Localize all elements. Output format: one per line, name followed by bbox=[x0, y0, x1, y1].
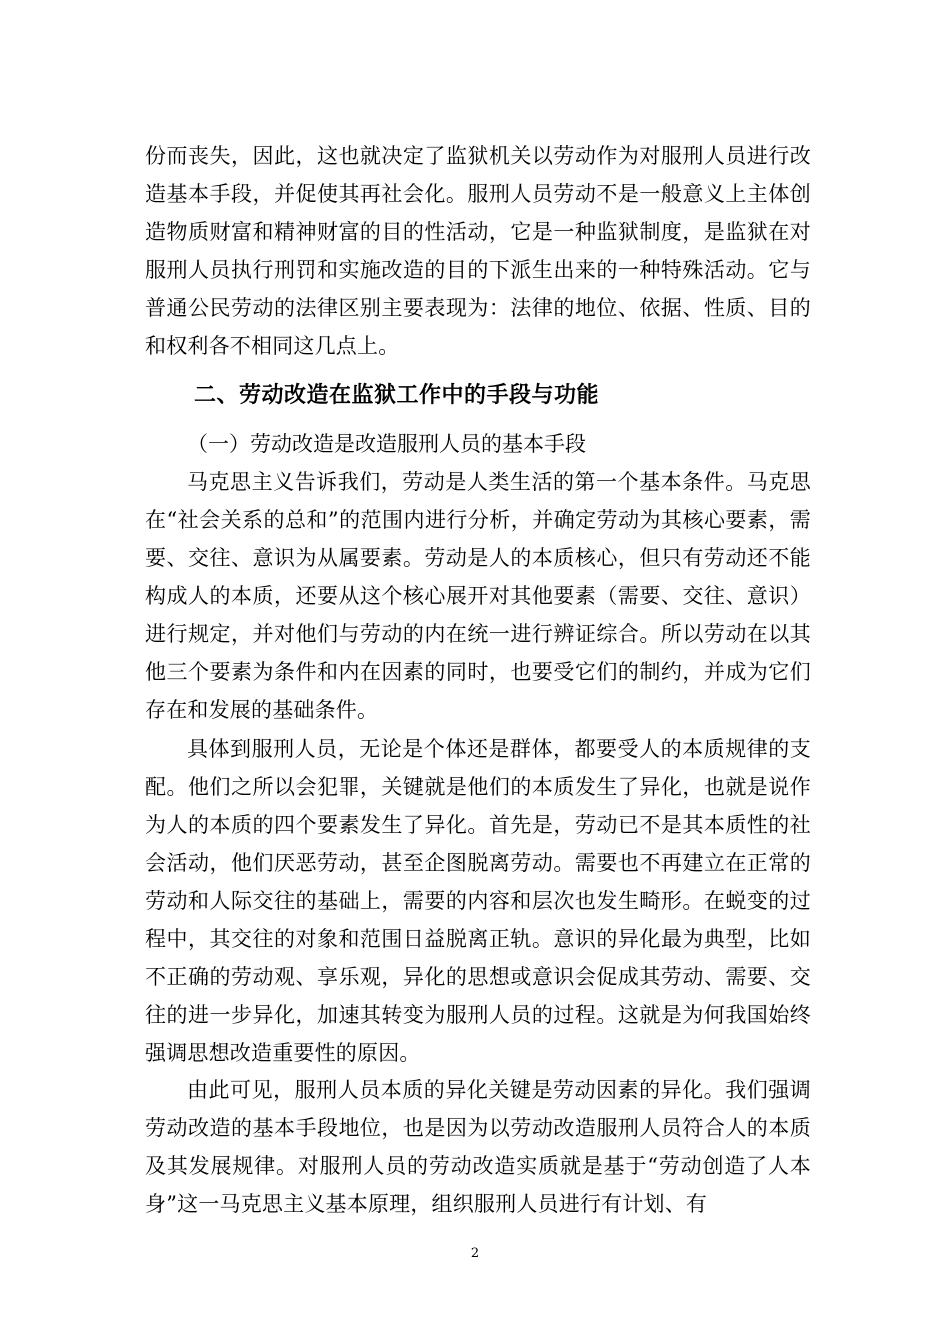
body-paragraph bbox=[145, 1071, 811, 1223]
body-paragraph bbox=[145, 137, 811, 365]
body-paragraph bbox=[145, 730, 811, 1072]
body-paragraph bbox=[145, 463, 811, 729]
paragraph-text: 由此可见，服刑人员本质的异化关键是劳动因素的异化。我们强调劳动改造的基本手段地位，也是因为以劳动改造服刑人员符合人的本质及其发展规律。对服刑人员的劳动改造实质就是基于“劳动创造了人本身”这一马克思主义基本原理，组织服刑人员进行有计划、有 bbox=[145, 1078, 811, 1216]
paragraph-text: 份而丧失，因此，这也就决定了监狱机关以劳动作为对服刑人员进行改造基本手段，并促使其再社会化。服刑人员劳动不是一般意义上主体创造物质财富和精神财富的目的性活动，它是一种监狱制度，是监狱在对服刑人员执行刑罚和实施改造的目的下派生出来的一种特殊活动。它与普通公民劳动的法律区别主要表现为：法律的地位、依据、性质、目的和权利各不相同这几点上。 bbox=[145, 144, 811, 358]
subsection-heading: （一）劳动改造是改造服刑人员的基本手段 bbox=[187, 432, 586, 456]
section-heading: 二、劳动改造在监狱工作中的手段与功能 bbox=[194, 383, 600, 408]
paragraph-text: 马克思主义告诉我们，劳动是人类生活的第一个基本条件。马克思在“社会关系的总和”的范围内进行分析，并确定劳动为其核心要素，需要、交往、意识为从属要素。劳动是人的本质核心，但只有劳动还不能构成人的本质，还要从这个核心展开对其他要素（需要、交往、意识）进行规定，并对他们与劳动的内在统一进行辨证综合。所以劳动在以其他三个要素为条件和内在因素的同时，也要受它们的制约，并成为它们存在和发展的基础条件。 bbox=[145, 470, 811, 722]
paragraph-text: 具体到服刑人员，无论是个体还是群体，都要受人的本质规律的支配。他们之所以会犯罪，关键就是他们的本质发生了异化，也就是说作为人的本质的四个要素发生了异化。首先是，劳动已不是其本质性的社会活动，他们厌恶劳动，甚至企图脱离劳动。需要也不再建立在正常的劳动和人际交往的基础上，需要的内容和层次也发生畸形。在蜕变的过程中，其交往的对象和范围日益脱离正轨。意识的异化最为典型，比如不正确的劳动观、享乐观，异化的思想或意识会促成其劳动、需要、交往的进一步异化，加速其转变为服刑人员的过程。这就是为何我国始终强调思想改造重要性的原因。 bbox=[145, 737, 811, 1065]
page-number: 2 bbox=[470, 1246, 480, 1261]
